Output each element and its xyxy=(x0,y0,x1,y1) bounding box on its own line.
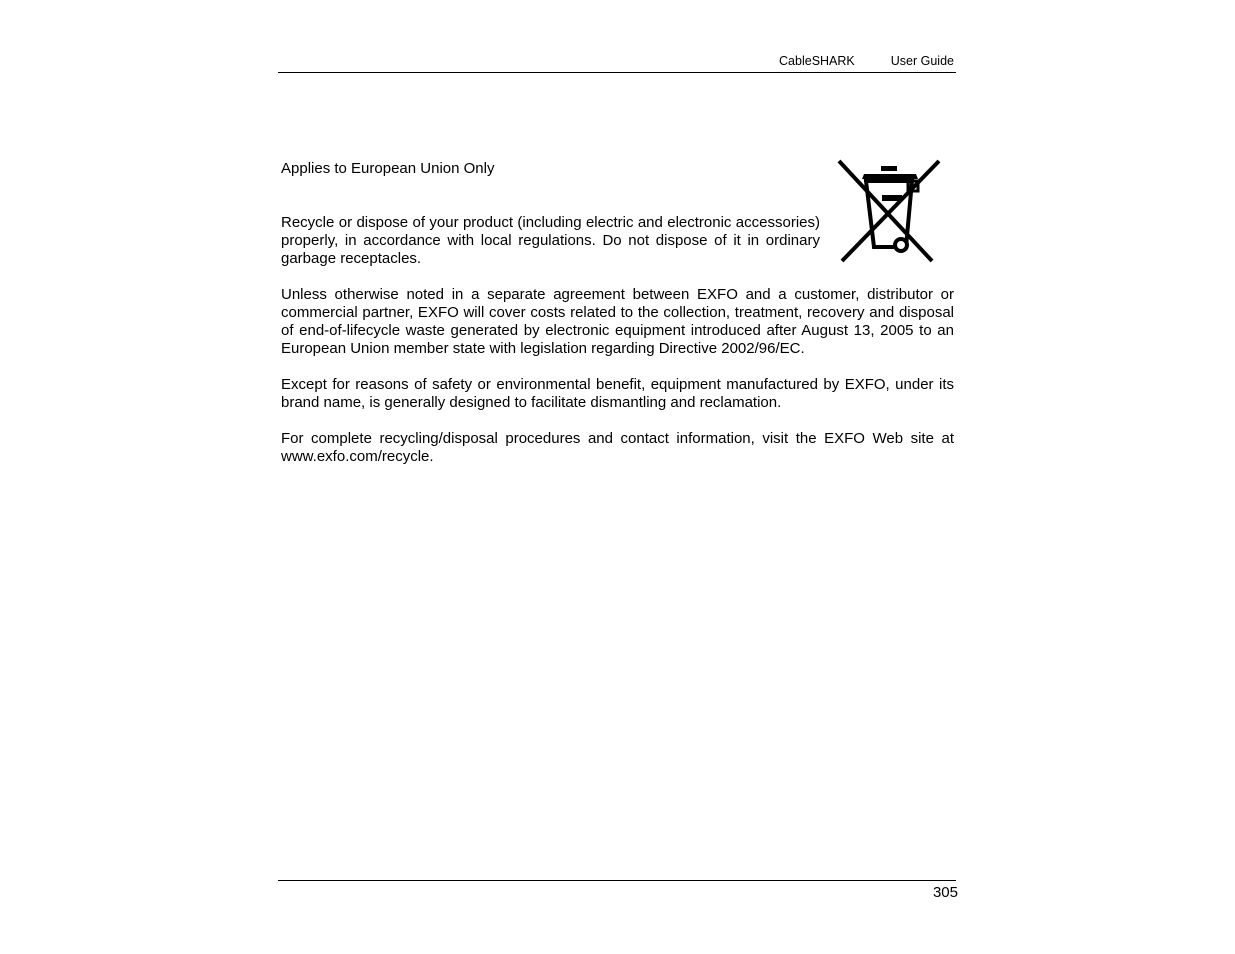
recycle-notice: Recycle or dispose of your product (including electric and electronic accessories) properly, in accordance with local regulations. Do not dispose of it in ordinary garbage receptacles. xyxy=(281,214,820,267)
crossed-out-wheelie-bin-icon xyxy=(834,157,944,265)
paragraph-contact-information: For complete recycling/disposal procedures and contact information, visit the EXFO Web site at www.exfo.com/recycle. xyxy=(281,430,954,465)
bin-lid-handle xyxy=(881,166,897,171)
applies-to-heading: Applies to European Union Only xyxy=(281,160,495,177)
page-number: 305 xyxy=(932,884,958,901)
header-document-title: User Guide xyxy=(890,54,954,68)
paragraph-cost-coverage: Unless otherwise noted in a separate agreement between EXFO and a customer, distributor or commercial partner, EXFO will cover costs related to the collection, treatment, recovery and disposal of end-of-lifecycle waste generated by electronic equipment introduced after August 13, 2005 to an European Union member state with legislation regarding Directive 2002/96/EC. xyxy=(281,286,954,357)
footer-rule xyxy=(278,880,956,881)
bin-wheel-hub xyxy=(898,242,905,249)
bin-lid xyxy=(862,174,918,179)
running-header xyxy=(278,54,956,73)
paragraph-design-for-reclamation: Except for reasons of safety or environmental benefit, equipment manufactured by EXFO, under its brand name, is generally designed to facilitate dismantling and reclamation. xyxy=(281,376,954,411)
header-product-name: CableSHARK xyxy=(779,54,855,68)
